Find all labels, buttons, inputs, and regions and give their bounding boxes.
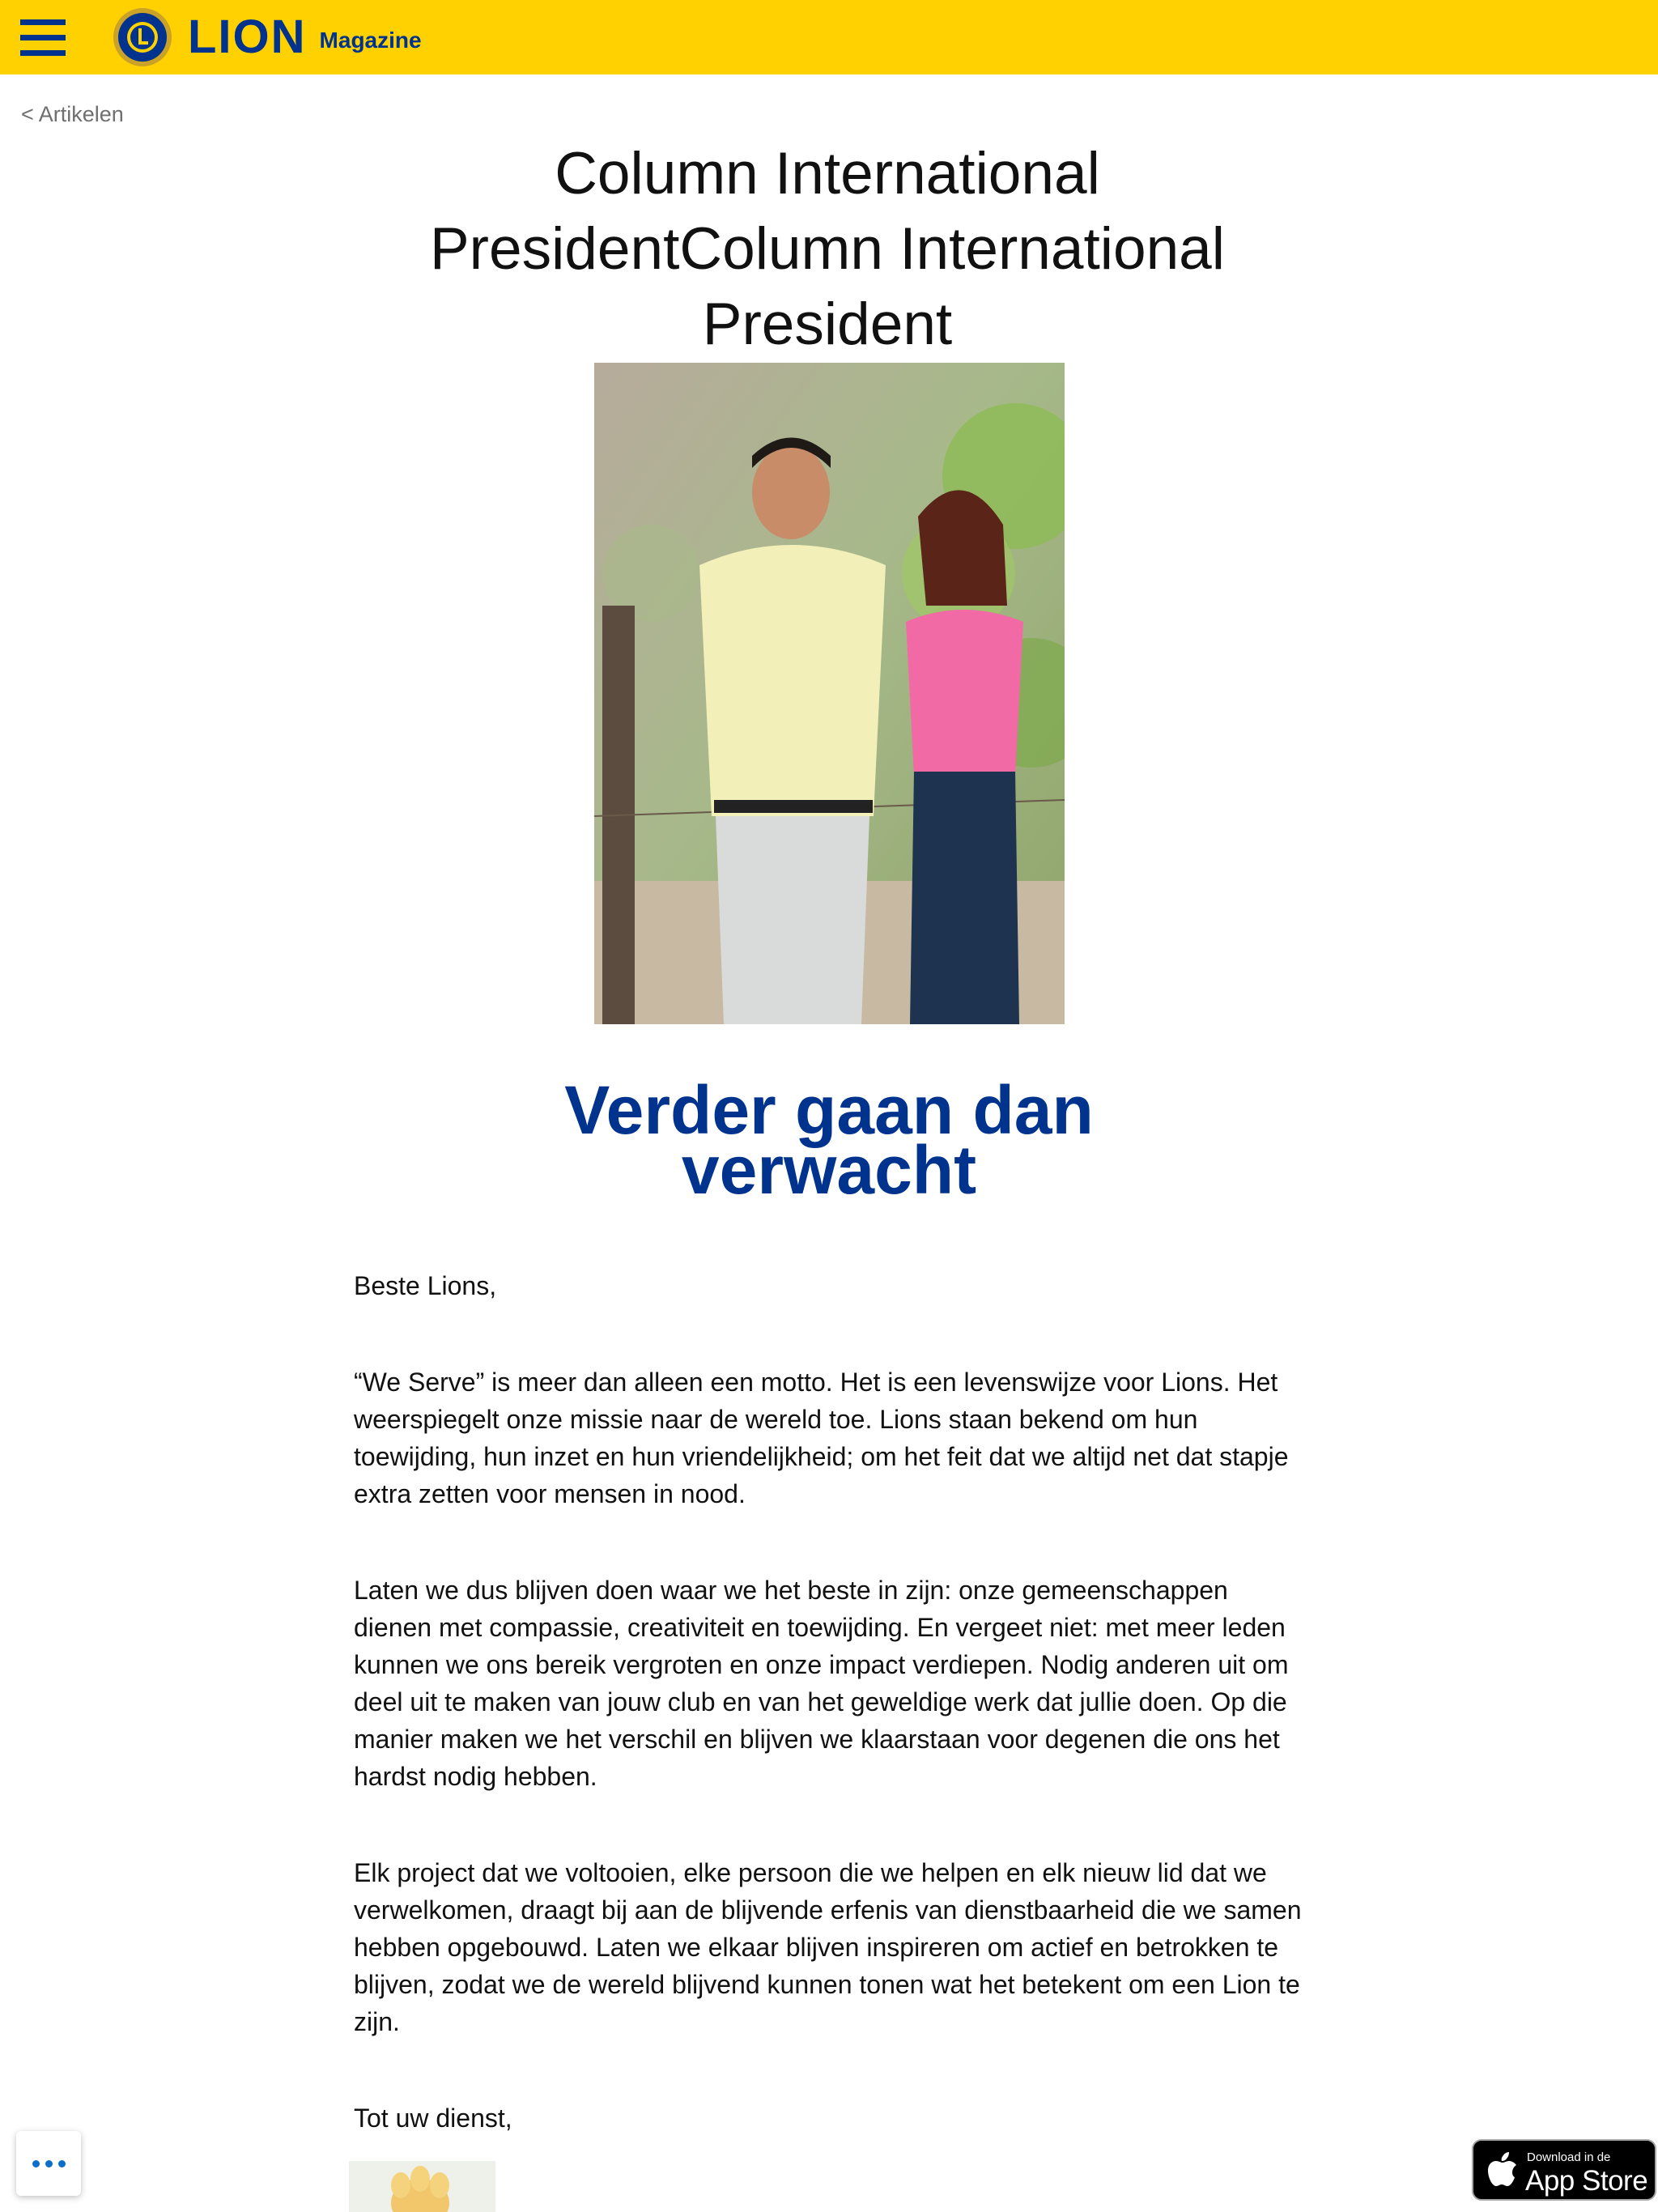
paragraph-greeting: Beste Lions,	[354, 1271, 497, 1300]
brand-logo-link[interactable]	[112, 6, 422, 68]
hamburger-menu-icon[interactable]	[20, 19, 66, 57]
apple-icon	[1485, 2152, 1519, 2191]
menu-line	[20, 50, 66, 56]
top-bar	[0, 0, 1658, 74]
menu-line	[20, 35, 66, 40]
app-store-big-text: App Store	[1525, 2165, 1648, 2197]
lions-paw-image	[349, 2161, 495, 2212]
more-dots-icon	[45, 2160, 53, 2167]
article-headline: Verder gaan dan verwacht	[564, 1072, 1094, 1208]
paragraph: Elk project dat we voltooien, elke persoon die we helpen en elk nieuw lid dat we verwelkomen, draagt bij aan de blijvende erfenis van dienstbaarheid die we samen hebben opgebouwd. Laten we elkaar blijven inspireren om actief en betrokken te blijven, zodat we de wereld blijvend kunnen tonen wat het betekent om een Lion te zijn.	[354, 1858, 1302, 2036]
back-to-articles-link[interactable]: < Artikelen	[21, 102, 124, 126]
app-store-badge[interactable]	[1472, 2139, 1656, 2201]
brand-subtitle: Magazine	[319, 28, 422, 53]
menu-line	[20, 19, 66, 25]
article-photo	[594, 363, 1065, 1024]
lions-emblem-icon	[112, 6, 173, 68]
article-body	[354, 1267, 1309, 2196]
paragraph: Laten we dus blijven doen waar we het beste in zijn: onze gemeenschappen dienen met compassie, creativiteit en toewijding. En vergeet niet: met meer leden kunnen we ons bereik vergroten en onze impact verdiepen. Nodig anderen uit om deel uit te maken van jouw club en van het geweldige werk dat jullie doen. Op die manier maken we het verschil en blijven we klaarstaan voor degenen die ons het hardst nodig hebben.	[354, 1576, 1289, 1791]
couple-photo-image	[594, 363, 1065, 1024]
paragraph: “We Serve” is meer dan alleen een motto. Het is een levenswijze voor Lions. Het weerspiegelt onze missie naar de wereld toe. Lions staan bekend om hun toewijding, hun inzet en hun vriendelijkheid; om het feit dat we altijd net dat stapje extra zetten voor mensen in nood.	[354, 1368, 1289, 1508]
more-dots-icon	[58, 2160, 66, 2167]
paragraph-closing: Tot uw dienst,	[354, 2104, 512, 2133]
brand-name: LION	[188, 11, 307, 63]
more-dots-icon	[32, 2160, 40, 2167]
more-options-button[interactable]	[16, 2131, 81, 2196]
app-store-small-text: Download in de	[1527, 2150, 1611, 2164]
page-title: Column International PresidentColumn International President	[429, 141, 1225, 357]
